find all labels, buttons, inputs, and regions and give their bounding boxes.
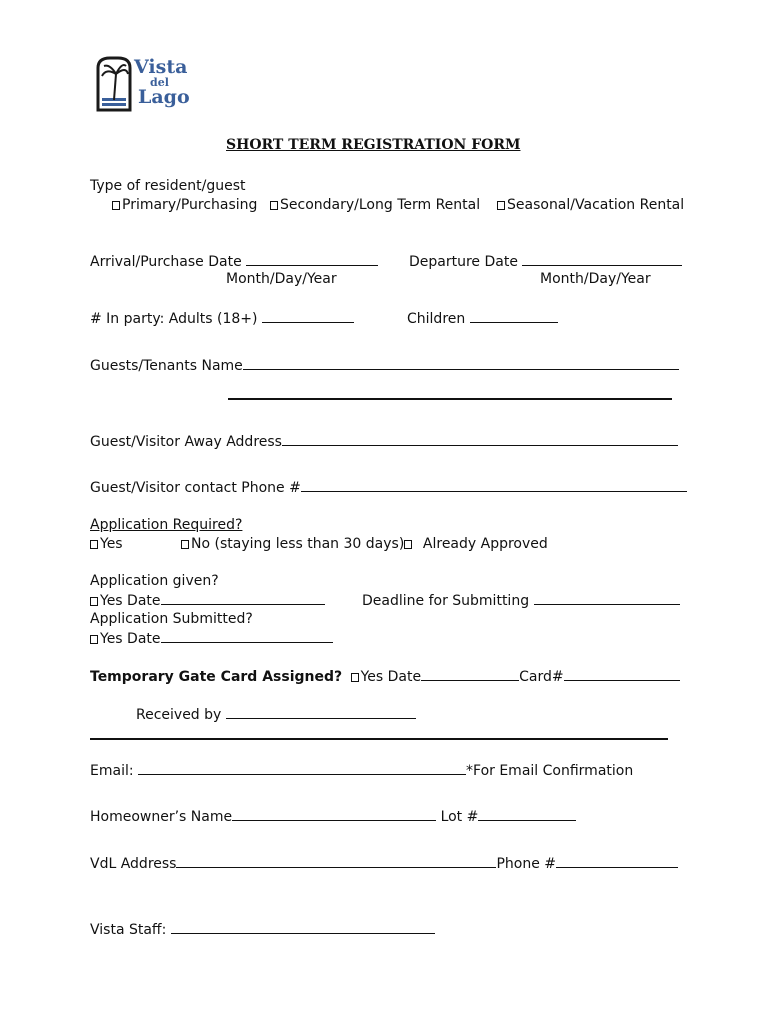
- away-address-field[interactable]: Guest/Visitor Away Address: [90, 432, 678, 451]
- deadline-field[interactable]: Deadline for Submitting: [362, 591, 680, 610]
- checkbox-icon[interactable]: [90, 597, 98, 606]
- section-divider: [90, 738, 668, 740]
- checkbox-icon[interactable]: [181, 540, 189, 549]
- application-required-yes[interactable]: Yes: [90, 535, 123, 553]
- adults-field[interactable]: # In party: Adults (18+): [90, 309, 354, 328]
- application-required-label: Application Required?: [90, 517, 243, 533]
- arrival-date-line[interactable]: [246, 252, 378, 266]
- application-given-yes-date[interactable]: Yes Date: [90, 591, 325, 610]
- vdl-phone-line[interactable]: [556, 854, 678, 868]
- gate-card-number-line[interactable]: [564, 667, 680, 681]
- vista-del-lago-logo: [94, 54, 194, 114]
- contact-phone-line[interactable]: [301, 478, 687, 492]
- option-primary[interactable]: Primary/Purchasing: [112, 196, 257, 214]
- homeowner-name-line[interactable]: [232, 807, 436, 821]
- guests-name-line-2[interactable]: [228, 398, 672, 400]
- arrival-date-field[interactable]: Arrival/Purchase Date: [90, 252, 378, 271]
- checkbox-icon[interactable]: [90, 540, 98, 549]
- arrival-date-format: Month/Day/Year: [226, 271, 337, 287]
- application-given-date-line[interactable]: [161, 591, 325, 605]
- email-note: *For Email Confirmation: [466, 763, 634, 779]
- received-by-field[interactable]: Received by: [136, 705, 416, 724]
- departure-date-format: Month/Day/Year: [540, 271, 651, 287]
- deadline-line[interactable]: [534, 591, 680, 605]
- gate-card-date-line[interactable]: [421, 667, 519, 681]
- application-submitted-date-line[interactable]: [161, 629, 333, 643]
- checkbox-icon[interactable]: [497, 201, 505, 210]
- contact-phone-field[interactable]: Guest/Visitor contact Phone #: [90, 478, 687, 497]
- guests-name-line[interactable]: [243, 356, 679, 370]
- departure-date-line[interactable]: [522, 252, 682, 266]
- application-required-no[interactable]: No (staying less than 30 days): [181, 535, 404, 553]
- vdl-address-line[interactable]: [176, 854, 496, 868]
- form-title: SHORT TERM REGISTRATION FORM: [226, 137, 521, 153]
- resident-type-label: Type of resident/guest: [90, 178, 246, 194]
- homeowner-field[interactable]: Homeowner’s Name Lot #: [90, 807, 576, 826]
- away-address-line[interactable]: [282, 432, 678, 446]
- application-given-label: Application given?: [90, 573, 219, 589]
- gate-card-row[interactable]: Temporary Gate Card Assigned? Yes Date Card#: [90, 667, 680, 686]
- gate-card-label: Temporary Gate Card Assigned?: [90, 669, 343, 685]
- option-secondary[interactable]: Secondary/Long Term Rental: [270, 196, 480, 214]
- children-field[interactable]: Children: [407, 309, 558, 328]
- children-line[interactable]: [470, 309, 558, 323]
- vdl-address-field[interactable]: VdL Address Phone #: [90, 854, 678, 873]
- guests-name-field[interactable]: Guests/Tenants Name: [90, 356, 679, 375]
- checkbox-icon[interactable]: [270, 201, 278, 210]
- lot-number-line[interactable]: [478, 807, 576, 821]
- logo-word-vista: Vista: [134, 56, 188, 78]
- checkbox-icon[interactable]: [112, 201, 120, 210]
- received-by-line[interactable]: [226, 705, 416, 719]
- email-line[interactable]: [138, 761, 466, 775]
- checkbox-icon[interactable]: [351, 673, 359, 682]
- option-seasonal[interactable]: Seasonal/Vacation Rental: [497, 196, 684, 214]
- logo-word-del: del: [150, 76, 169, 89]
- vista-staff-field[interactable]: Vista Staff:: [90, 920, 435, 939]
- application-submitted-label: Application Submitted?: [90, 611, 253, 627]
- checkbox-icon[interactable]: [404, 540, 412, 549]
- vista-staff-line[interactable]: [171, 920, 435, 934]
- email-field[interactable]: Email: *For Email Confirmation: [90, 763, 634, 779]
- departure-date-field[interactable]: Departure Date: [409, 252, 682, 271]
- logo-word-lago: Lago: [138, 86, 190, 108]
- adults-line[interactable]: [262, 309, 354, 323]
- application-submitted-yes-date[interactable]: Yes Date: [90, 629, 333, 648]
- checkbox-icon[interactable]: [90, 635, 98, 644]
- application-already-approved[interactable]: Already Approved: [404, 535, 548, 553]
